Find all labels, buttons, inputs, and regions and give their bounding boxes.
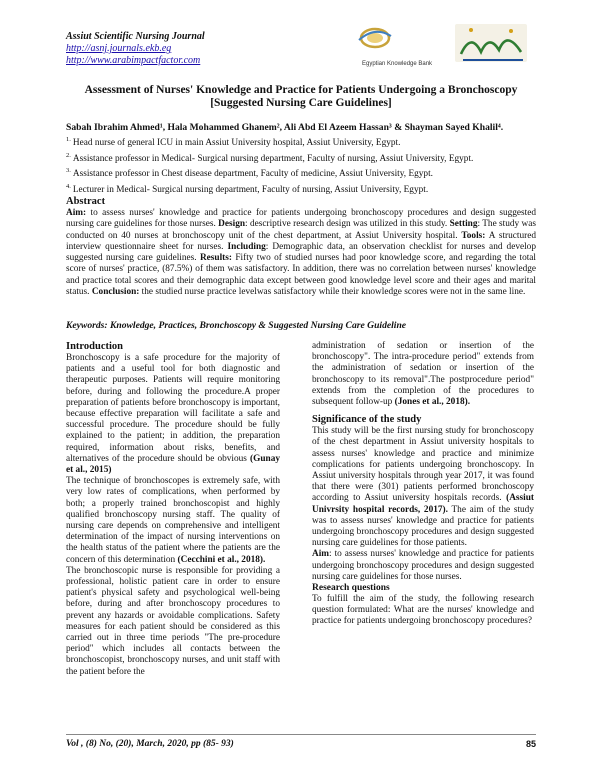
journal-name: Assiut Scientific Nursing Journal — [66, 31, 205, 42]
page-number: 85 — [525, 739, 536, 749]
egyptian-knowledge-bank-logo — [351, 22, 531, 66]
paper-title — [66, 84, 536, 110]
intro-paragraph-3: The bronchoscopic nurse is responsible for providing a professional, holistic patient care in order to ensure patient's physical safety and psychological well-being before, during and after bronchoscopy procedures to prevent any hazards or avoidable complications. Safety measures for each patient should be considered as this carried out in three time periods "The pre-procedure period" which includes all contacts between the bronchoscopist, bronchoscopy nurses, and unit staff with the patient before the — [66, 565, 280, 677]
affiliation-4: $^{4.}$ Lecturer in Medical- Surgical nursing department, Faculty of nursing, Assiut University, Egypt. — [66, 182, 429, 195]
aim-paragraph: Aim: to assess nurses' knowledge and practice for patients undergoing bronchoscopy procedures and design suggested nursing care guidelines for those nurses. — [312, 549, 534, 582]
affiliation-2: $^{2.}$ Assistance professor in Medical- Surgical nursing department, Faculty of nursing, Assiut University, Egypt. — [66, 151, 474, 164]
journal-header — [66, 31, 205, 67]
significance-heading: Significance of the study — [312, 414, 422, 426]
title-line-2: [Suggested Nursing Care Guidelines] — [210, 97, 392, 109]
logo-caption: Egyptian Knowledge Bank — [362, 61, 433, 67]
research-questions-paragraph: To fulfill the aim of the study, the following research question formulated: What are the nurses' knowledge and practice for patients undergoing bronchoscopy procedures? — [312, 594, 534, 627]
significance-paragraph: This study will be the first nursing study for bronchoscopy of the chest department in Assiut university hospitals to assess nurses' knowledge and practice and minimize complications for patients undergoing bronchoscopy. In Assiut university hospitals through year 2017, it was found that there were (301) patients performed bronchoscopy according to Assiut university hospitals records. (Assiut Univrsity hospital records, 2017). The aim of the study was to assess nurses' knowledge and practice for patients undergoing bronchoscopy procedures and design suggested nursing care guidelines for those patients. — [312, 426, 534, 549]
keywords: Keywords: Knowledge, Practices, Bronchoscopy & Suggested Nursing Care Guideline — [66, 320, 407, 331]
intro-continued-paragraph: administration of sedation or insertion of the bronchoscopy". The intra-procedure period" extends from the administration of sedation or insertion of the bronchoscopy to its removal".The postprocedure period" extends from the completion of the procedures to subsequent follow-up (Jones et al., 2018). — [312, 341, 534, 408]
intro-paragraph-2: The technique of bronchoscopes is extremely safe, with very low rates of complications, when performed by both; a properly trained bronchoscopist and highly qualified bronchoscopy nursing staff. The quality of nursing care depends on comprehensive and intelligent determination of the impact of nursing interventions on the health status of the patient where the patients are the concern of this determination (Cecchini et al., 2018). — [66, 476, 280, 565]
abstract-body: Aim: to assess nurses' knowledge and practice for patients undergoing bronchoscopy procedures and design suggested nursing care guidelines for those nurses. Design: descriptive research design was utilized in this study. Setting: The study was conducted on 40 nurses at bronchoscopy unit of the chest department, at Assiut University hospital. Tools: A structured interview questionnaire sheet for nurses. Including: Demographic data, an observation checklist for nurses and develop suggested nursing care guidelines. Results: Fifty two of studied nurses had poor knowledge score, and regarding the total score of nurses' practice, (87.5%) of them was satisfactory. In addition, there was no correlation between nurses' knowledge and practice total scores and their demographic data except between good knowledge level score and their ages and marital status. Conclusion: the studied nurse practice levelwas satisfactory while their knowledge scores were not in the same line. — [66, 208, 537, 298]
research-questions-heading: Research questions — [312, 583, 390, 594]
introduction-heading: Introduction — [66, 341, 123, 352]
abstract-heading: Abstract — [66, 196, 106, 207]
affiliation-list — [66, 134, 536, 196]
volume-info: Vol , (8) No, (20), March, 2020, pp (85- 93) — [66, 739, 234, 749]
author-list: Sabah Ibrahim Ahmed¹, Hala Mohammed Ghanem², Ali Abd El Azeem Hassan³ & Shayman Sayed Khalil⁴. — [66, 122, 504, 133]
journal-link-asnj[interactable]: http://asnj.journals.ekb.eg — [66, 43, 172, 54]
journal-link-arabimpact[interactable]: http://www.arabimpactfactor.com — [66, 55, 201, 66]
affiliation-1: $^{1.}$ Head nurse of general ICU in main Assiut University hospital, Assiut University, Egypt. — [66, 136, 401, 149]
page-footer — [66, 734, 536, 749]
affiliation-3: $^{3.}$ Assistance professor in Chest disease department, Faculty of medicine, Assiut University, Egypt. — [66, 167, 433, 180]
title-line-1: Assessment of Nurses' Knowledge and Practice for Patients Undergoing a Bronchoscopy — [84, 84, 518, 96]
right-column — [312, 341, 534, 628]
intro-paragraph-1: Bronchoscopy is a safe procedure for the majority of patients and a useful tool for both diagnostic and therapeutic purposes. Patients will require monitoring before, during and following the procedure.A proper preparation of patients before bronchoscopy is important, because effective preparation will facilitate a safe and successful procedure. The procedure should be fully explained to the patient; in addition, the preparation required, information about risks, benefits, and alternatives of the procedure should be obvious (Gunay et al., 2015) — [66, 353, 280, 476]
left-column — [66, 341, 280, 678]
